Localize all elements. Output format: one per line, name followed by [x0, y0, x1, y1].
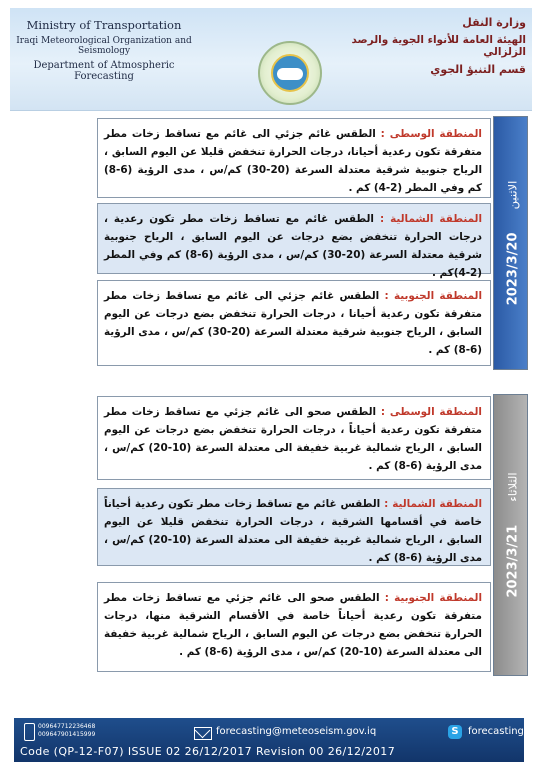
phone-numbers — [38, 723, 95, 739]
english-heading — [14, 18, 194, 82]
department-name-en: Department of Atmospheric Forecasting — [33, 60, 175, 82]
forecast-text: الطقس غائم جزئي الى غائم مع تساقط زخات مطر متفرقة تكون رعدية أحيانا ، درجات الحرارة تنخفض بضع درجات عن اليوم السابق ، الرياح جنوبية شرقية معتدلة السرعة (20-30) كم/س ، مدى الرؤية (6-8) كم . — [104, 290, 482, 356]
forecast-text: الطقس صحو الى غائم جزئي مع تساقط زخات مطر متفرقة تكون رعدية أحياناً ، درجات الحرارة تنخفض بضع درجات عن اليوم السابق ، الرياح شمالية غربية خفيفة الى معتدلة السرعة (10-20) كم/س ، مدى الرؤية (6-8) كم . — [104, 406, 482, 472]
forecast-text: الطقس صحو الى غائم جزئي مع تساقط زخات مطر متفرقة تكون رعدية أحياناً خاصة في الأقسام الشرقية منها، درجات الحرارة تنخفض بضع درجات عن اليوم السابق ، الرياح شمالية غربية خفيفة الى معتدلة السرعة (10-20) كم/س ، مدى الرؤية (6-8) كم . — [104, 592, 482, 658]
skype-handle[interactable]: forecasting — [468, 726, 524, 737]
document-code-line: Code (QP-12-F07) ISSUE 02 26/12/2017 Revision 00 26/12/2017 — [20, 745, 396, 758]
mail-icon — [194, 727, 212, 740]
day2-north-forecast: المنطقة الشمالية : الطقس غائم مع تساقط زخات مطر تكون رعدية أحياناً خاصة في أقسامها الشرقية ، درجات الحرارة تنخفض قليلا عن اليوم السابق ، الرياح شمالية غربية خفيفة الى معتدلة السرعة (10-20) كم/س ، مدى الرؤية (6-8) كم . — [97, 488, 491, 566]
day1-date: 2023/3/20 — [505, 232, 520, 306]
forecast-text: الطقس غائم مع تساقط زخات مطر تكون رعدية أحياناً خاصة في أقسامها الشرقية ، درجات الحرارة تنخفض قليلا عن اليوم السابق ، الرياح شمالية غربية خفيفة الى معتدلة السرعة (10-20) كم/س ، مدى الرؤية (6-8) كم . — [104, 498, 482, 564]
phone-number: 009647901415999 — [38, 731, 96, 738]
phone-icon — [24, 723, 35, 741]
department-name-ar: قسم التنبؤ الجوي — [430, 63, 526, 76]
skype-icon: S — [448, 725, 462, 739]
organization-logo — [258, 41, 322, 105]
region-label: المنطقة الشمالية — [390, 213, 483, 225]
organization-name-ar: الهيئة العامة للأنواء الجوية والرصد الزلزالي — [351, 34, 526, 58]
region-label: المنطقة الوسطى — [389, 128, 482, 140]
region-label: المنطقة الشمالية — [392, 498, 483, 510]
document-footer — [14, 718, 524, 762]
arabic-heading — [346, 16, 526, 76]
day2-weekday: الثلاثاء — [505, 472, 519, 502]
day2-date-bar — [493, 394, 528, 676]
document-header — [10, 8, 532, 111]
region-label: المنطقة الوسطى — [389, 406, 482, 418]
forecast-text: الطقس غائم مع تساقط زخات مطر تكون رعدية ، درجات الحرارة تنخفض بضع درجات عن اليوم السابق ، الرياح جنوبية شرقية معتدلة السرعة (20-30) كم/س ، مدى الرؤية (6-8) كم وفي المطر (2-4)كم . — [104, 213, 482, 279]
day2-central-forecast: المنطقة الوسطى : الطقس صحو الى غائم جزئي مع تساقط زخات مطر متفرقة تكون رعدية أحياناً ، درجات الحرارة تنخفض بضع درجات عن اليوم السابق ، الرياح شمالية غربية خفيفة الى معتدلة السرعة (10-20) كم/س ، مدى الرؤية (6-8) كم . — [97, 396, 491, 480]
region-label: المنطقة الجنوبية — [393, 290, 483, 302]
phone-number: 009647712236468 — [38, 723, 96, 730]
region-label: المنطقة الجنوبية — [394, 592, 483, 604]
organization-name-en: Iraqi Meteorological Organization and Seismology — [16, 36, 192, 56]
day1-weekday: الاثنين — [505, 180, 519, 210]
day2-south-forecast: المنطقة الجنوبية : الطقس صحو الى غائم جزئي مع تساقط زخات مطر متفرقة تكون رعدية أحياناً خاصة في الأقسام الشرقية منها، درجات الحرارة تنخفض بضع درجات عن اليوم السابق ، الرياح شمالية غربية خفيفة الى معتدلة السرعة (10-20) كم/س ، مدى الرؤية (6-8) كم . — [97, 582, 491, 672]
forecast-text: الطقس غائم جزئي الى غائم مع تساقط زخات مطر متفرقة تكون رعدية أحيانا، درجات الحرارة تنخفض قليلا عن اليوم السابق ، الرياح جنوبية شرقية معتدلة السرعة (20-30) كم/س ، مدى الرؤية (6-8) كم وفي المطر (2-4) كم . — [104, 128, 483, 194]
day1-date-bar — [493, 116, 528, 370]
ministry-name-en: Ministry of Transportation — [26, 18, 182, 32]
day1-central-forecast: المنطقة الوسطى : الطقس غائم جزئي الى غائم مع تساقط زخات مطر متفرقة تكون رعدية أحيانا، درجات الحرارة تنخفض قليلا عن اليوم السابق ، الرياح جنوبية شرقية معتدلة السرعة (20-30) كم/س ، مدى الرؤية (6-8) كم وفي المطر (2-4) كم . — [97, 118, 491, 198]
day1-south-forecast: المنطقة الجنوبية : الطقس غائم جزئي الى غائم مع تساقط زخات مطر متفرقة تكون رعدية أحيانا ، درجات الحرارة تنخفض بضع درجات عن اليوم السابق ، الرياح جنوبية شرقية معتدلة السرعة (20-30) كم/س ، مدى الرؤية (6-8) كم . — [97, 280, 491, 366]
ministry-name-ar: وزارة النقل — [462, 16, 526, 29]
contact-email[interactable]: forecasting@meteoseism.gov.iq — [216, 726, 377, 737]
day2-date: 2023/3/21 — [505, 524, 520, 598]
day1-north-forecast: المنطقة الشمالية : الطقس غائم مع تساقط زخات مطر تكون رعدية ، درجات الحرارة تنخفض بضع درجات عن اليوم السابق ، الرياح جنوبية شرقية معتدلة السرعة (20-30) كم/س ، مدى الرؤية (6-8) كم وفي المطر (2-4)كم . — [97, 203, 491, 274]
